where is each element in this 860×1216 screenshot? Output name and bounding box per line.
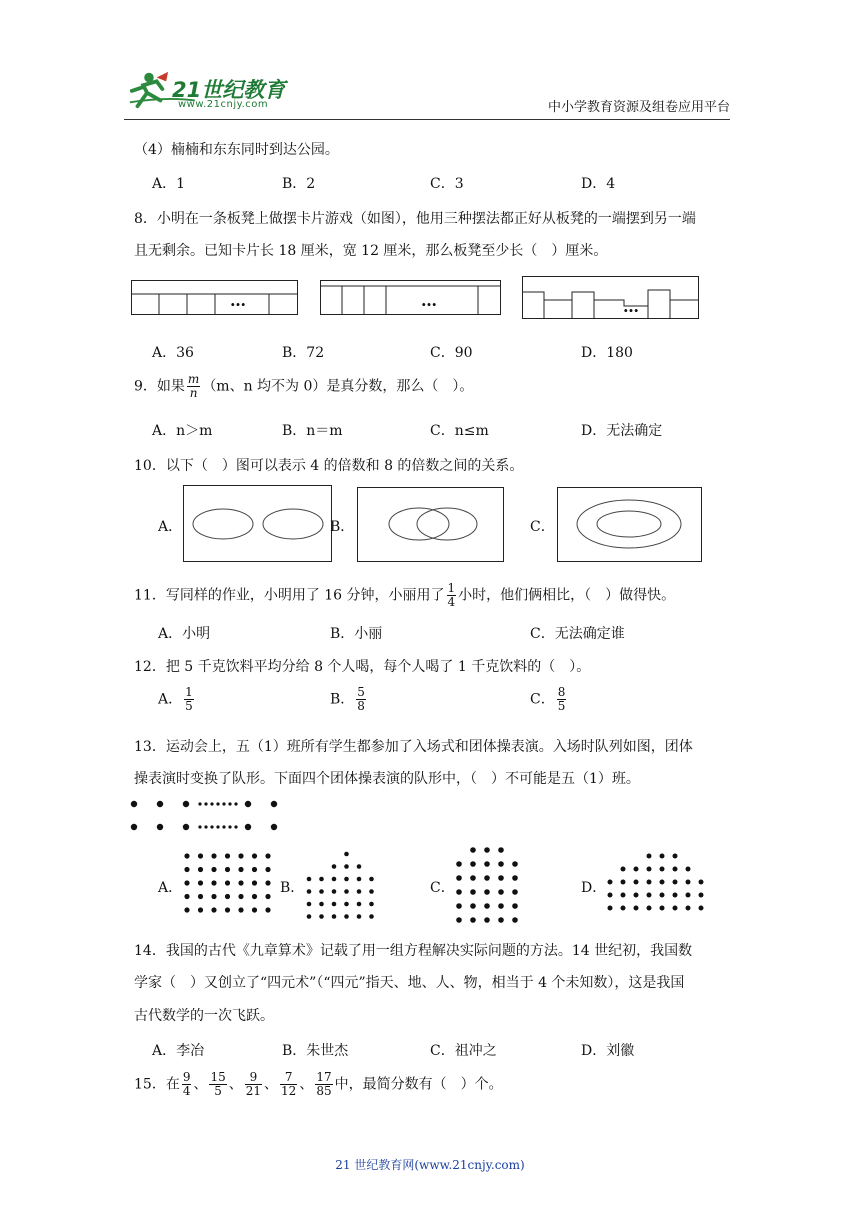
q13-option-a-label[interactable]: A． [158, 880, 183, 896]
header-subtitle: 中小学教育资源及组卷应用平台 [547, 100, 730, 115]
q15-text [134, 1071, 503, 1098]
formation-dot [184, 867, 189, 872]
formation-dot [634, 880, 639, 885]
formation-dot [498, 889, 504, 895]
formation-dot [344, 902, 349, 907]
formation-dot [660, 906, 665, 911]
q13-text-line1: 13．运动会上，五（1）班所有学生都参加了入场式和团体操表演。入场时队列如图，团体 [134, 739, 693, 755]
q12-option-c-frac [557, 686, 567, 713]
formation-dot [332, 902, 337, 907]
q12-c-den: 5 [557, 699, 566, 713]
formation-dot [357, 889, 362, 894]
header-divider [124, 119, 730, 120]
formation-dot [621, 880, 626, 885]
q9-frac-den: n [189, 386, 198, 400]
q9-frac-num: m [187, 372, 200, 386]
formation-dot [332, 877, 337, 882]
formation-dot [498, 917, 504, 923]
formation-dot [369, 902, 374, 907]
formation-dot [673, 867, 678, 872]
q13-text-line2: 操表演时变换了队形。下面四个团体操表演的队形中，（ ）不可能是五（1）班。 [134, 771, 640, 787]
formation-dot [184, 894, 189, 899]
formation-dot [470, 861, 476, 867]
q10-venn-a [183, 485, 333, 563]
formation-dot [512, 903, 518, 909]
q15-frac-5-den: 85 [316, 1084, 332, 1098]
q15-frac-4-den: 12 [281, 1084, 297, 1098]
q8-text-line1: 8．小明在一条板凳上做摆卡片游戏（如图），他用三种摆法都正好从板凳的一端摆到另一端 [134, 211, 696, 227]
formation-dot [211, 880, 216, 885]
footer-text: 21 世纪教育网(www.21cnjy.com) [335, 1158, 525, 1172]
formation-dot [225, 853, 230, 858]
q12-c-num: 8 [557, 685, 566, 699]
q13-formation-a [183, 852, 273, 918]
formation-dot [211, 894, 216, 899]
formation-dot [456, 903, 462, 909]
formation-dot [344, 889, 349, 894]
formation-dot [647, 906, 652, 911]
q12-a-num: 1 [185, 685, 193, 699]
bench-figure-3-ellipsis: … [623, 297, 639, 316]
formation-dot [344, 864, 349, 869]
q11-suffix: 小时，他们俩相比，（ ）做得快。 [458, 587, 676, 604]
q7-option-c[interactable]: C．3 [430, 176, 464, 192]
q15-frac-1-den: 4 [182, 1084, 191, 1098]
formation-dot [621, 867, 626, 872]
formation-dot [634, 893, 639, 898]
formation-dot [456, 875, 462, 881]
formation-dot [198, 853, 203, 858]
formation-dot [332, 889, 337, 894]
q11-option-b[interactable]: B．小丽 [330, 626, 383, 642]
q11-fraction [447, 582, 457, 609]
q14-option-b[interactable]: B．朱世杰 [282, 1043, 349, 1059]
formation-dot [634, 906, 639, 911]
formation-dot [319, 877, 324, 882]
formation-dot [660, 880, 665, 885]
q13-formation-b [305, 850, 385, 920]
formation-dot [198, 867, 203, 872]
formation-dot [319, 889, 324, 894]
formation-dot [647, 880, 652, 885]
q11-prefix: 11．写同样的作业，小明用了 16 分钟，小丽用了 [134, 587, 445, 604]
formation-dot [470, 889, 476, 895]
formation-dot [225, 867, 230, 872]
formation-dot [608, 880, 613, 885]
formation-dot [238, 880, 243, 885]
formation-dot [307, 902, 312, 907]
q7-option-a[interactable]: A．1 [152, 176, 186, 192]
formation-dot [238, 907, 243, 912]
formation-dot [225, 907, 230, 912]
formation-dot [456, 917, 462, 923]
q10-option-c-label[interactable]: C． [530, 519, 555, 535]
q15-frac-4-num: 7 [280, 1071, 297, 1085]
q9-option-c[interactable]: C．n≤m [430, 423, 489, 439]
formation-dot [211, 853, 216, 858]
formation-dot [357, 914, 362, 919]
formation-dot [307, 889, 312, 894]
formation-dot [225, 880, 230, 885]
formation-dot [319, 914, 324, 919]
formation-dot [673, 906, 678, 911]
bench-figure-3 [522, 276, 700, 320]
formation-dot [686, 880, 691, 885]
formation-dot [307, 877, 312, 882]
formation-dot [307, 914, 312, 919]
formation-dot [369, 889, 374, 894]
q12-b-den: 8 [357, 699, 365, 713]
formation-dot [498, 875, 504, 881]
formation-dot [344, 914, 349, 919]
q15-frac-5-num: 17 [316, 1070, 332, 1084]
q12-option-b-label: B． [330, 691, 355, 708]
formation-dot [332, 914, 337, 919]
formation-dot [512, 875, 518, 881]
q12-option-c-label: C． [530, 691, 555, 708]
formation-dot [225, 894, 230, 899]
formation-dot [238, 853, 243, 858]
formation-dot [608, 906, 613, 911]
q10-option-b-label[interactable]: B． [330, 519, 355, 535]
formation-dot [484, 847, 490, 853]
formation-dot [238, 867, 243, 872]
formation-dot [252, 907, 257, 912]
entrance-formation [128, 798, 284, 832]
q9-prefix: 9．如果 [134, 378, 185, 395]
formation-dot [673, 880, 678, 885]
q12-option-b-frac [356, 686, 366, 713]
formation-dot [332, 864, 337, 869]
q15-sep: 、 [299, 1076, 314, 1093]
formation-dot [369, 877, 374, 882]
formation-dot [252, 880, 257, 885]
formation-dot [660, 854, 665, 859]
q15-prefix: 15．在 [134, 1076, 180, 1093]
q13-formation-c [455, 846, 531, 924]
formation-dot [608, 893, 613, 898]
q15-frac-3 [245, 1071, 262, 1098]
formation-dot [184, 880, 189, 885]
formation-dot [512, 917, 518, 923]
q7-4-text: （4）楠楠和东东同时到达公园。 [134, 142, 339, 158]
formation-dot [198, 894, 203, 899]
formation-dot [265, 867, 270, 872]
q15-sep: 、 [193, 1076, 208, 1093]
q15-frac-4 [280, 1071, 297, 1098]
q12-option-c[interactable] [530, 686, 568, 713]
formation-dot [184, 907, 189, 912]
formation-dot [265, 880, 270, 885]
formation-dot [634, 867, 639, 872]
bench-figure-2 [320, 280, 502, 316]
logo-text: 21世纪教育 [172, 78, 286, 102]
formation-dot [252, 853, 257, 858]
formation-dot [357, 864, 362, 869]
q11-frac-num: 1 [447, 581, 456, 595]
formation-dot [699, 906, 704, 911]
formation-dot [686, 893, 691, 898]
formation-dot [484, 875, 490, 881]
formation-dot [484, 861, 490, 867]
q12-a-den: 5 [185, 699, 193, 713]
q15-suffix: 中，最简分数有（ ）个。 [334, 1076, 503, 1093]
formation-dot [686, 906, 691, 911]
q13-option-c-label[interactable]: C． [430, 880, 455, 896]
formation-dot [647, 893, 652, 898]
q15-frac-1 [182, 1071, 192, 1098]
formation-dot [512, 861, 518, 867]
q15-frac-3-num: 9 [245, 1071, 262, 1085]
q14-text-line3: 古代数学的一次飞跃。 [134, 1008, 274, 1024]
q14-text-line2: 学家（ ）又创立了“四元术”（“四元”指天、地、人、物，相当于 4 个未知数），这是我国 [134, 975, 685, 991]
q10-venn-c [557, 487, 703, 563]
q15-frac-2-den: 5 [214, 1084, 222, 1098]
formation-dot [265, 853, 270, 858]
formation-dot [369, 914, 374, 919]
formation-dot [198, 907, 203, 912]
formation-dot [498, 861, 504, 867]
q15-frac-2 [209, 1071, 226, 1098]
q14-option-c[interactable]: C．祖冲之 [430, 1043, 497, 1059]
formation-dot [660, 893, 665, 898]
q9-option-a[interactable]: A．n＞m [152, 423, 213, 439]
formation-dot [512, 889, 518, 895]
q8-option-b[interactable]: B．72 [282, 345, 325, 361]
formation-dot [470, 847, 476, 853]
formation-dot [184, 853, 189, 858]
formation-dot [470, 917, 476, 923]
q12-option-b[interactable] [330, 686, 368, 713]
q13-option-d-label[interactable]: D． [581, 880, 607, 896]
formation-dot [357, 877, 362, 882]
q13-option-b-label[interactable]: B． [280, 880, 305, 896]
q14-option-a[interactable]: A．李冶 [152, 1043, 205, 1059]
formation-dot [456, 861, 462, 867]
formation-dot [484, 903, 490, 909]
q11-option-a[interactable]: A．小明 [158, 626, 211, 642]
q8-option-c[interactable]: C．90 [430, 345, 473, 361]
q15-frac-5 [315, 1071, 332, 1098]
formation-dot [344, 852, 349, 857]
formation-dot [673, 893, 678, 898]
formation-dot [211, 867, 216, 872]
formation-dot [470, 903, 476, 909]
formation-dot [621, 906, 626, 911]
q11-option-c[interactable]: C．无法确定谁 [530, 626, 625, 642]
formation-dot [211, 907, 216, 912]
formation-dot [344, 877, 349, 882]
q14-option-d[interactable]: D．刘徽 [581, 1043, 635, 1059]
formation-dot [498, 903, 504, 909]
bench-figure-1-ellipsis: … [230, 291, 246, 310]
formation-dot [699, 893, 704, 898]
formation-dot [456, 889, 462, 895]
q10-venn-b [357, 487, 505, 563]
bench-figure-2-ellipsis: … [421, 291, 437, 310]
q12-b-num: 5 [357, 685, 365, 699]
formation-dot [265, 907, 270, 912]
q15-frac-2-num: 15 [210, 1070, 226, 1084]
q15-sep: 、 [264, 1076, 279, 1093]
formation-dot [357, 902, 362, 907]
q15-frac-1-num: 9 [182, 1070, 191, 1084]
q8-text-line2: 且无剩余。已知卡片长 18 厘米，宽 12 厘米，那么板凳至少长（ ）厘米。 [134, 243, 608, 259]
formation-dot [647, 854, 652, 859]
formation-dot [238, 894, 243, 899]
q7-option-b[interactable]: B．2 [282, 176, 316, 192]
q9-fraction [187, 373, 200, 400]
formation-dot [498, 847, 504, 853]
q8-option-d[interactable]: D．180 [581, 345, 633, 361]
q13-formation-d [606, 852, 706, 918]
q10-option-a-label[interactable]: A． [158, 519, 183, 535]
formation-dot [470, 875, 476, 881]
q12-text: 12．把 5 千克饮料平均分给 8 个人喝，每个人喝了 1 千克饮料的（ ）。 [134, 659, 591, 675]
q12-option-a[interactable] [158, 686, 196, 713]
q14-text-line1: 14．我国的古代《九章算术》记载了用一组方程解决实际问题的方法。14 世纪初，我国数 [134, 943, 693, 959]
formation-dot [673, 854, 678, 859]
formation-dot [252, 867, 257, 872]
formation-dot [198, 880, 203, 885]
bench-figure-1 [131, 280, 299, 316]
q9-text [134, 373, 473, 400]
q11-text [134, 582, 675, 609]
q12-option-a-label: A． [158, 691, 183, 708]
formation-dot [699, 880, 704, 885]
q15-sep: 、 [228, 1076, 243, 1093]
formation-dot [265, 894, 270, 899]
formation-dot [319, 902, 324, 907]
q11-frac-den: 4 [447, 595, 456, 609]
formation-dot [484, 889, 490, 895]
formation-dot [660, 867, 665, 872]
q9-suffix: （m、n 均不为 0）是真分数，那么（ ）。 [202, 378, 474, 395]
logo-url: www.21cnjy.com [178, 99, 269, 110]
q12-option-a-frac [184, 686, 194, 713]
q7-option-d[interactable]: D．4 [581, 176, 616, 192]
formation-dot [252, 894, 257, 899]
formation-dot [686, 867, 691, 872]
formation-dot [484, 917, 490, 923]
q9-option-d[interactable]: D．无法确定 [581, 423, 663, 439]
q9-option-b[interactable]: B．n＝m [282, 423, 343, 439]
q15-frac-3-den: 21 [245, 1084, 262, 1098]
formation-dot [621, 893, 626, 898]
formation-dot [647, 867, 652, 872]
q10-text: 10．以下（ ）图可以表示 4 的倍数和 8 的倍数之间的关系。 [134, 458, 524, 474]
q8-option-a[interactable]: A．36 [152, 345, 194, 361]
